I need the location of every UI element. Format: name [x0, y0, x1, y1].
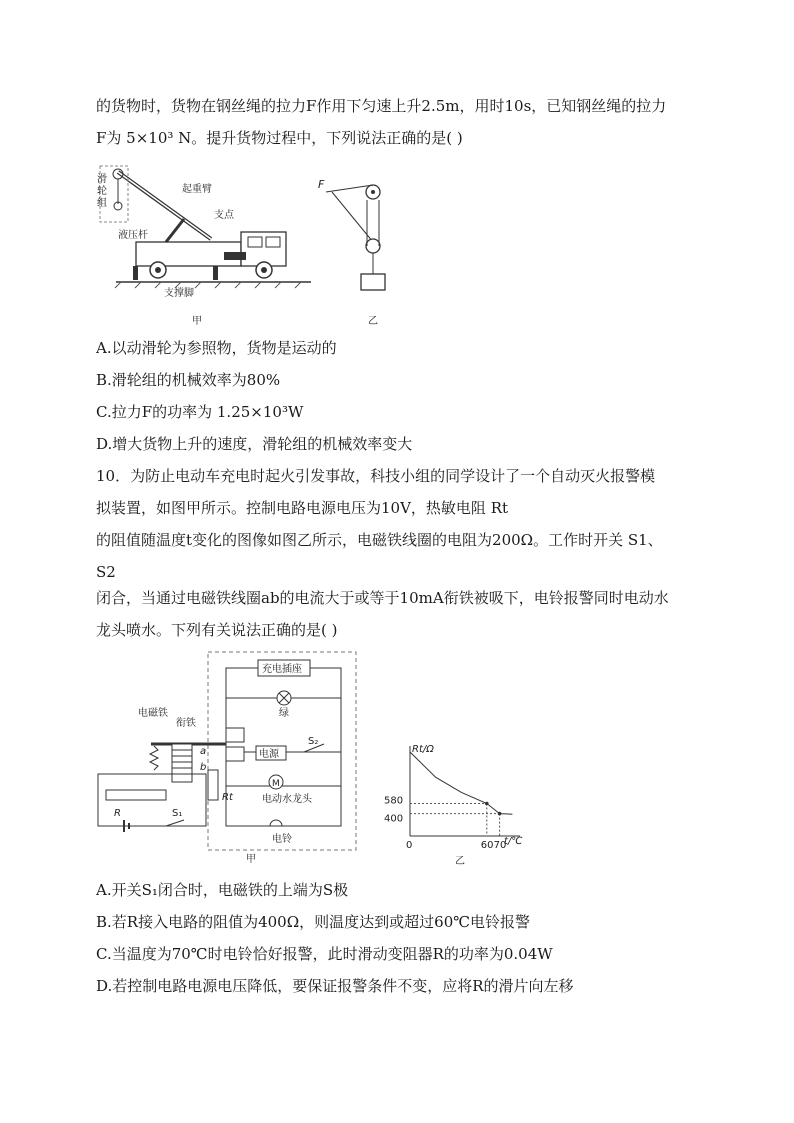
- q9-stem-line2: F为 5×10³ N。提升货物过程中，下列说法正确的是( ): [96, 129, 463, 147]
- y-tick-label-400: 400: [384, 813, 404, 825]
- x-tick-label-60: 60: [480, 840, 494, 851]
- q10-stem-line4: S2: [96, 563, 116, 581]
- label-pulley-2: 轮: [97, 186, 107, 197]
- caption-yi-1: 乙: [368, 316, 378, 327]
- x-axis-label: t/℃: [504, 836, 523, 847]
- label-pulley-1: 滑: [97, 174, 107, 185]
- label-R: R: [114, 808, 121, 819]
- crane-figure: [96, 164, 396, 329]
- q9-option-a: A.以动滑轮为参照物，货物是运动的: [96, 339, 337, 357]
- data-point-0: [485, 802, 489, 806]
- label-cylinder: 液压杆: [118, 230, 148, 241]
- label-boom: 起重臂: [182, 184, 212, 195]
- y-tick-label-580: 580: [384, 795, 404, 807]
- q10-stem-line1: 10．为防止电动车充电时起火引发事故，科技小组的同学设计了一个自动灭火报警模: [96, 467, 656, 485]
- circuit-figure: [96, 650, 366, 870]
- caption-jia-2: 甲: [246, 854, 256, 865]
- q9-option-d: D.增大货物上升的速度，滑轮组的机械效率变大: [96, 435, 413, 453]
- q10-stem-line3: 的阻值随温度t变化的图像如图乙所示，电磁铁线圈的电阻为200Ω。工作时开关 S1、: [96, 531, 663, 549]
- label-F: F: [318, 178, 325, 191]
- chart-caption: 乙: [455, 856, 465, 867]
- q10-stem-line5: 闭合，当通过电磁铁线圈ab的电流大于或等于10mA衔铁被吸下，电铃报警同时电动水: [96, 589, 669, 607]
- label-S1: S₁: [172, 808, 183, 819]
- data-point-1: [498, 812, 502, 816]
- q10-option-c: C.当温度为70℃时电铃恰好报警，此时滑动变阻器R的功率为0.04W: [96, 945, 553, 963]
- label-Rt: Rt: [222, 792, 233, 803]
- rt-temperature-chart: [380, 740, 530, 870]
- q9-option-c: C.拉力F的功率为 1.25×10³W: [96, 403, 304, 421]
- q10-stem-line2: 拟装置，如图甲所示。控制电路电源电压为10V，热敏电阻 Rt: [96, 499, 509, 517]
- q9-stem-line1: 的货物时，货物在钢丝绳的拉力F作用下匀速上升2.5m，用时10s，已知钢丝绳的拉力: [96, 97, 667, 115]
- label-armature: 衔铁: [176, 718, 196, 729]
- label-magnet: 电磁铁: [138, 708, 168, 719]
- q10-option-b: B.若R接入电路的阻值为400Ω，则温度达到或超过60℃电铃报警: [96, 913, 531, 931]
- origin-label: 0: [406, 840, 413, 851]
- label-S2: S₂: [308, 736, 319, 747]
- label-motor: M: [272, 779, 280, 789]
- label-bell: 电铃: [272, 834, 292, 845]
- label-power: 电源: [259, 749, 279, 760]
- label-green: 绿: [279, 708, 289, 719]
- label-a: a: [200, 746, 207, 757]
- label-b: b: [200, 762, 207, 773]
- label-leg: 支撑脚: [164, 288, 194, 299]
- label-faucet: 电动水龙头: [262, 794, 312, 805]
- rt-curve: [410, 752, 512, 814]
- label-pulley-3: 组: [97, 198, 107, 209]
- caption-jia-1: 甲: [192, 316, 202, 327]
- q9-option-b: B.滑轮组的机械效率为80%: [96, 371, 281, 389]
- q10-option-d: D.若控制电路电源电压降低，要保证报警条件不变，应将R的滑片向左移: [96, 977, 574, 995]
- x-tick-label-70: 70: [493, 840, 507, 851]
- label-pivot: 支点: [214, 210, 234, 221]
- label-socket: 充电插座: [262, 664, 302, 675]
- q10-stem-line6: 龙头喷水。下列有关说法正确的是( ): [96, 621, 338, 639]
- y-axis-label: Rt/Ω: [412, 744, 434, 755]
- q10-option-a: A.开关S₁闭合时，电磁铁的上端为S极: [96, 881, 349, 899]
